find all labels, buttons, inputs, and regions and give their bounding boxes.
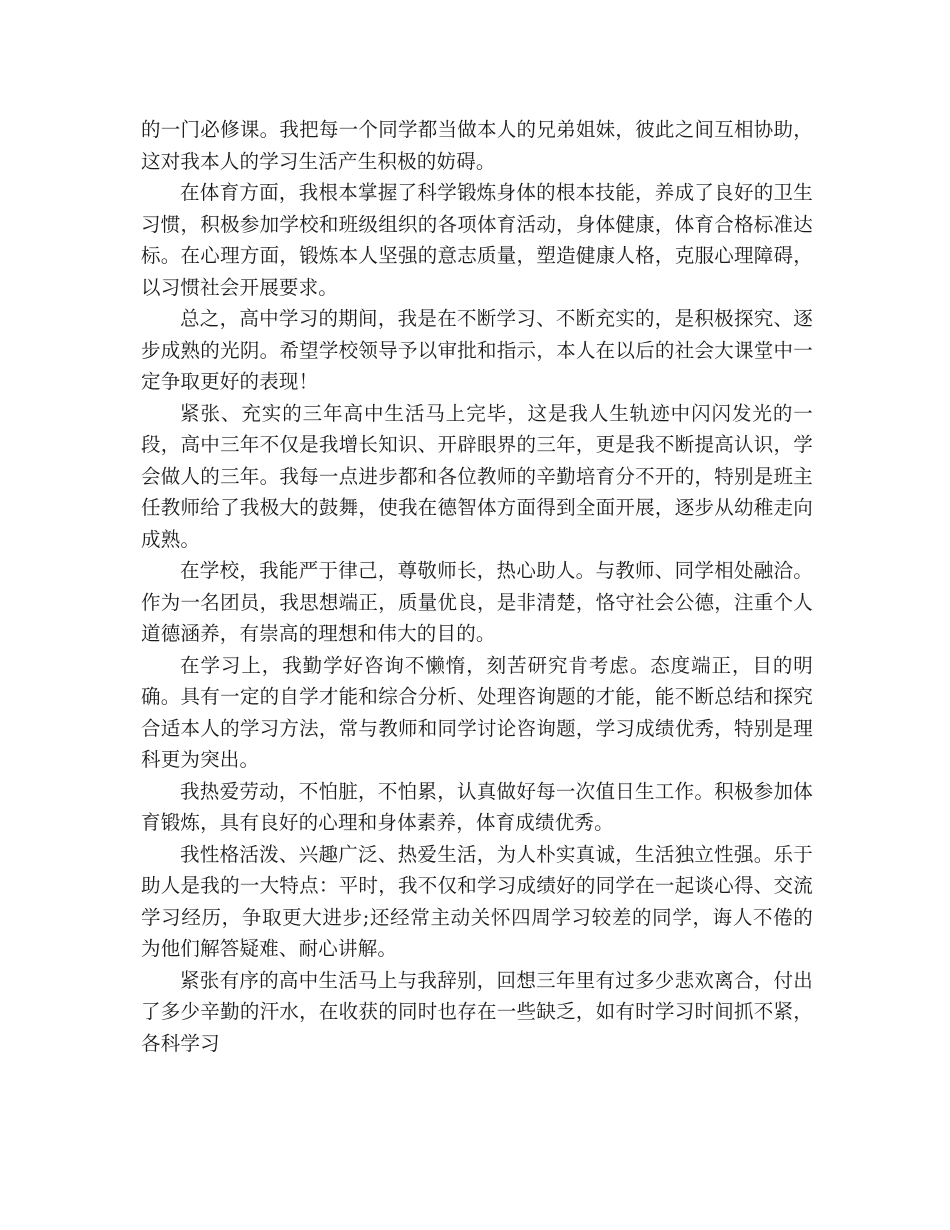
paragraph-8: 我性格活泼、兴趣广泛、热爱生活，为人朴实真诚，生活独立性强。乐于助人是我的一大特点：平时，我不仅和学习成绩好的同学在一起谈心得、交流学习经历，争取更大进步;还经常主动关怀四周学习较差的同学，诲人不倦的为他们解答疑难、耐心讲解。 <box>141 842 813 960</box>
paragraph-9: 紧张有序的高中生活马上与我辞别，回想三年里有过多少悲欢离合，付出了多少辛勤的汗水，在收获的同时也存在一些缺乏，如有时学习时间抓不紧，各科学习 <box>141 968 813 1055</box>
paragraph-7: 我热爱劳动，不怕脏，不怕累，认真做好每一次值日生工作。积极参加体育锻炼，具有良好的心理和身体素养，体育成绩优秀。 <box>141 779 813 834</box>
paragraph-6: 在学习上，我勤学好咨询不懒惰，刻苦研究肯考虑。态度端正，目的明确。具有一定的自学才能和综合分析、处理咨询题的才能，能不断总结和探究合适本人的学习方法，常与教师和同学讨论咨询题，学习成绩优秀，特别是理科更为突出。 <box>141 653 813 771</box>
paragraph-1: 的一门必修课。我把每一个同学都当做本人的兄弟姐妹，彼此之间互相协助，这对我本人的学习生活产生积极的妨碍。 <box>141 118 813 173</box>
paragraph-2: 在体育方面，我根本掌握了科学锻炼身体的根本技能，养成了良好的卫生习惯，积极参加学校和班级组织的各项体育活动，身体健康，体育合格标准达标。在心理方面，锻炼本人坚强的意志质量，塑造健康人格，克服心理障碍，以习惯社会开展要求。 <box>141 181 813 299</box>
document-body <box>141 114 813 1059</box>
paragraph-4: 紧张、充实的三年高中生活马上完毕，这是我人生轨迹中闪闪发光的一段，高中三年不仅是我增长知识、开辟眼界的三年，更是我不断提高认识，学会做人的三年。我每一点进步都和各位教师的辛勤培育分不开的，特别是班主任教师给了我极大的鼓舞，使我在德智体方面得到全面开展，逐步从幼稚走向成熟。 <box>141 401 813 551</box>
paragraph-5: 在学校，我能严于律己，尊敬师长，热心助人。与教师、同学相处融洽。作为一名团员，我思想端正，质量优良，是非清楚，恪守社会公德，注重个人道德涵养，有崇高的理想和伟大的目的。 <box>141 559 813 645</box>
paragraph-3: 总之，高中学习的期间，我是在不断学习、不断充实的，是积极探究、逐步成熟的光阴。希望学校领导予以审批和指示，本人在以后的社会大课堂中一定争取更好的表现！ <box>141 307 813 393</box>
